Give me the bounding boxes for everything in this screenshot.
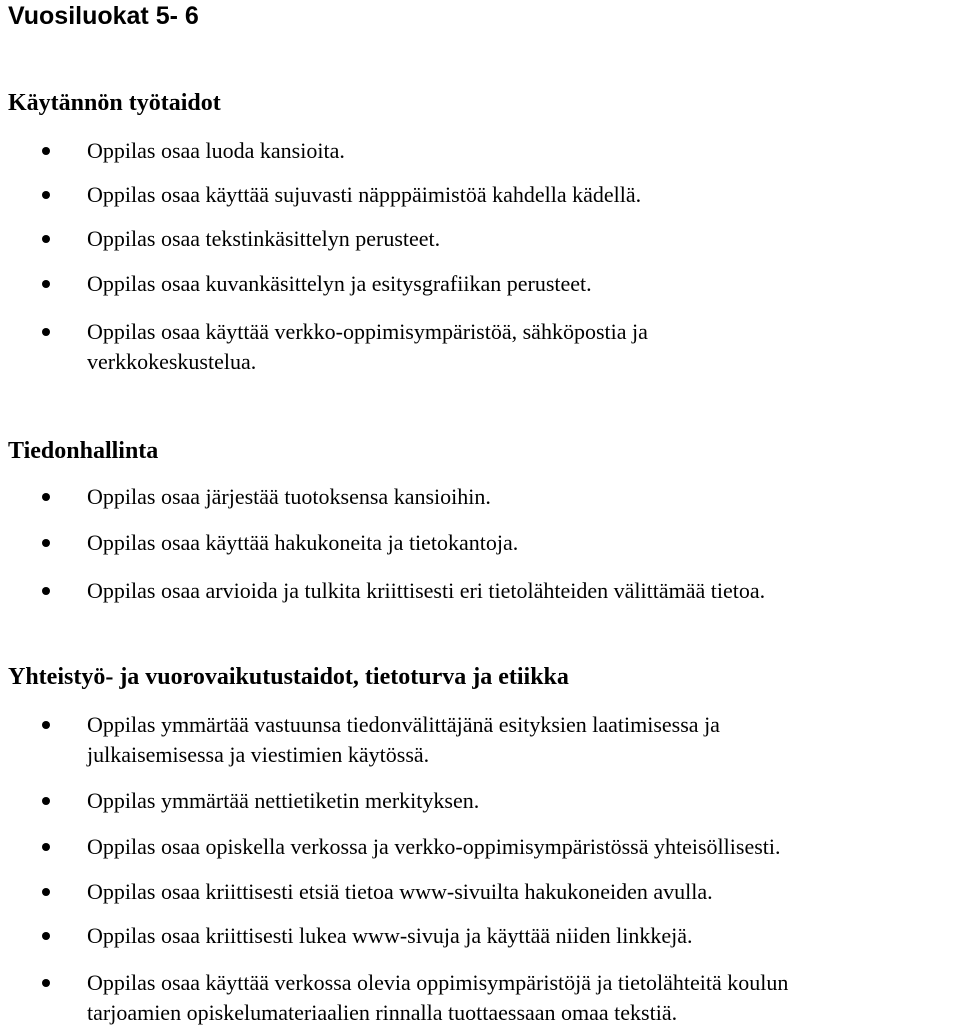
bullet-icon (42, 979, 50, 987)
bullet-icon (42, 843, 50, 851)
list-item-text (87, 710, 720, 770)
list-item-line: Oppilas ymmärtää nettietiketin merkityksen. (87, 788, 480, 813)
bullet-icon (42, 797, 50, 805)
list-item-line: Oppilas osaa käyttää verkossa olevia oppimisympäristöjä ja tietolähteitä koulun (87, 970, 789, 995)
bullet-icon (42, 721, 50, 729)
list-item-text (87, 921, 692, 951)
list-item-line: Oppilas osaa tekstinkäsittelyn perusteet. (87, 226, 441, 251)
bullet-icon (42, 587, 50, 595)
list-item-line: Oppilas osaa luoda kansioita. (87, 138, 345, 163)
bullet-icon (42, 493, 50, 501)
bullet-icon (42, 147, 50, 155)
list-item-text (87, 832, 781, 862)
section-heading: Yhteistyö- ja vuorovaikutustaidot, tietoturva ja etiikka (8, 664, 569, 690)
section-heading: Käytännön työtaidot (8, 90, 221, 116)
list-item-text (87, 482, 491, 512)
list-item-text (87, 786, 479, 816)
list-item-line: Oppilas osaa kriittisesti etsiä tietoa www-sivuilta hakukoneiden avulla. (87, 879, 713, 904)
list-item-line: Oppilas osaa käyttää sujuvasti näpppäimistöä kahdella kädellä. (87, 182, 642, 207)
list-item-text (87, 576, 765, 606)
list-item-line: verkkokeskustelua. (87, 349, 257, 374)
list-item-text (87, 224, 440, 254)
list-item-line: tarjoamien opiskelumateriaalien rinnalla tuottaessaan omaa tekstiä. (87, 1000, 678, 1025)
bullet-icon (42, 932, 50, 940)
bullet-icon (42, 235, 50, 243)
bullet-icon (42, 539, 50, 547)
list-item-line: Oppilas osaa opiskella verkossa ja verkko-oppimisympäristössä yhteisöllisesti. (87, 834, 781, 859)
list-item-line: Oppilas osaa kriittisesti lukea www-sivuja ja käyttää niiden linkkejä. (87, 923, 693, 948)
list-item-text (87, 968, 788, 1028)
bullet-icon (42, 191, 50, 199)
section-heading: Tiedonhallinta (8, 438, 159, 464)
list-item-line: Oppilas osaa käyttää hakukoneita ja tietokantoja. (87, 530, 519, 555)
list-item-line: Oppilas osaa arvioida ja tulkita kriittisesti eri tietolähteiden välittämää tietoa. (87, 578, 766, 603)
bullet-icon (42, 328, 50, 336)
list-item-text (87, 269, 592, 299)
list-item-line: Oppilas osaa käyttää verkko-oppimisympäristöä, sähköpostia ja (87, 319, 648, 344)
list-item-line: Oppilas ymmärtää vastuunsa tiedonvälittäjänä esityksien laatimisessa ja (87, 712, 720, 737)
list-item-line: Oppilas osaa järjestää tuotoksensa kansioihin. (87, 484, 491, 509)
list-item-text (87, 877, 713, 907)
bullet-icon (42, 888, 50, 896)
list-item-text (87, 136, 345, 166)
list-item-line: Oppilas osaa kuvankäsittelyn ja esitysgrafiikan perusteet. (87, 271, 592, 296)
list-item-text (87, 180, 641, 210)
list-item-line: julkaisemisessa ja viestimien käytössä. (87, 742, 430, 767)
list-item-text (87, 317, 648, 377)
list-item-text (87, 528, 518, 558)
bullet-icon (42, 280, 50, 288)
page-title: Vuosiluokat 5- 6 (8, 2, 199, 30)
